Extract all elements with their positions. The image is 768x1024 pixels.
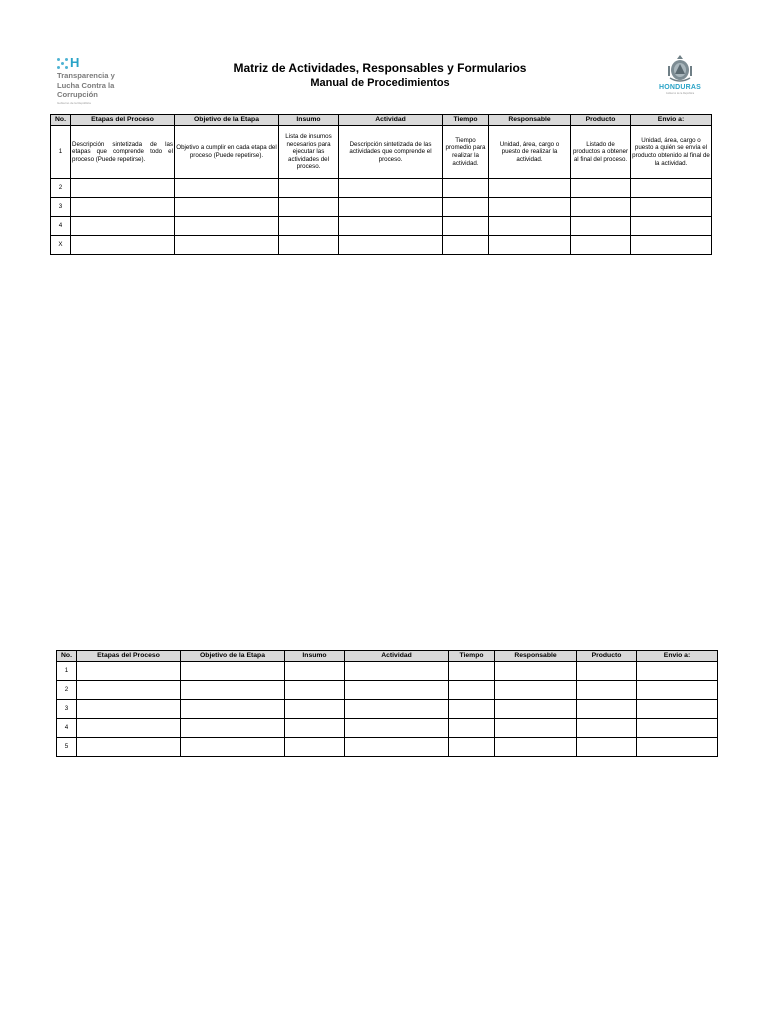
- col-header-no: No.: [57, 651, 77, 662]
- cell-tiempo: [443, 236, 489, 255]
- cell-envio: Unidad, área, cargo o puesto a quién se envía el producto obtenido al final de la actividad.: [631, 126, 712, 179]
- cell-responsable: [489, 217, 571, 236]
- cell-etapas: [71, 217, 175, 236]
- table-row: [57, 738, 718, 757]
- country-subtext: Gobierno de la República: [665, 92, 695, 95]
- cell-envio: [637, 738, 718, 757]
- cell-responsable: [495, 719, 577, 738]
- col-header-insumo: Insumo: [279, 115, 339, 126]
- cell-responsable: [495, 700, 577, 719]
- col-header-envio: Envio a:: [637, 651, 718, 662]
- col-header-producto: Producto: [577, 651, 637, 662]
- cell-etapas: [71, 198, 175, 217]
- table-row: [51, 179, 712, 198]
- cell-no: 2: [57, 681, 77, 700]
- cell-objetivo: [181, 662, 285, 681]
- col-header-objetivo: Objetivo de la Etapa: [181, 651, 285, 662]
- table-header-row: [57, 651, 718, 662]
- cell-producto: [577, 681, 637, 700]
- cell-etapas: [77, 681, 181, 700]
- table-row: [57, 700, 718, 719]
- cell-insumo: [285, 719, 345, 738]
- col-header-producto: Producto: [571, 115, 631, 126]
- cell-producto: [577, 738, 637, 757]
- cell-actividad: [345, 719, 449, 738]
- cell-actividad: [339, 236, 443, 255]
- cell-envio: [637, 681, 718, 700]
- cell-no: X: [51, 236, 71, 255]
- country-name: HONDURAS: [658, 84, 702, 91]
- col-header-objetivo: Objetivo de la Etapa: [175, 115, 279, 126]
- cell-tiempo: [443, 179, 489, 198]
- title-block: [200, 61, 560, 90]
- cell-actividad: [339, 179, 443, 198]
- table-row: [51, 236, 712, 255]
- col-header-responsable: Responsable: [495, 651, 577, 662]
- cell-insumo: [279, 179, 339, 198]
- cell-tiempo: [443, 217, 489, 236]
- cell-etapas: [71, 236, 175, 255]
- cell-objetivo: Objetivo a cumplir en cada etapa del proceso (Puede repetirse).: [175, 126, 279, 179]
- cell-insumo: [285, 700, 345, 719]
- cell-insumo: [285, 681, 345, 700]
- cell-responsable: [495, 662, 577, 681]
- cell-no: 3: [51, 198, 71, 217]
- cell-responsable: [489, 236, 571, 255]
- cell-envio: [631, 236, 712, 255]
- table-row: [51, 217, 712, 236]
- cell-no: 4: [57, 719, 77, 738]
- dots-icon: [57, 58, 68, 69]
- cell-responsable: [495, 738, 577, 757]
- cell-objetivo: [181, 681, 285, 700]
- cell-no: 5: [57, 738, 77, 757]
- cell-insumo: [279, 217, 339, 236]
- cell-envio: [631, 217, 712, 236]
- cell-actividad: [339, 217, 443, 236]
- honduras-logo: [652, 54, 708, 102]
- cell-tiempo: [443, 198, 489, 217]
- cell-actividad: [345, 662, 449, 681]
- col-header-etapas: Etapas del Proceso: [71, 115, 175, 126]
- cell-actividad: [345, 738, 449, 757]
- cell-producto: [577, 700, 637, 719]
- cell-objetivo: [175, 217, 279, 236]
- cell-no: 3: [57, 700, 77, 719]
- cell-producto: [577, 662, 637, 681]
- cell-no: 4: [51, 217, 71, 236]
- cell-tiempo: [449, 738, 495, 757]
- table-row: [57, 681, 718, 700]
- cell-producto: [571, 236, 631, 255]
- cell-actividad: Descripción sintetizada de las actividades que comprende el proceso.: [339, 126, 443, 179]
- col-header-envio: Envio a:: [631, 115, 712, 126]
- col-header-insumo: Insumo: [285, 651, 345, 662]
- col-header-responsable: Responsable: [489, 115, 571, 126]
- cell-insumo: Lista de insumos necesarios para ejecutar las actividades del proceso.: [279, 126, 339, 179]
- col-header-etapas: Etapas del Proceso: [77, 651, 181, 662]
- logo-text: Transparencia y Lucha Contra la Corrupción: [57, 71, 115, 100]
- cell-responsable: [489, 179, 571, 198]
- col-header-actividad: Actividad: [345, 651, 449, 662]
- cell-envio: [637, 719, 718, 738]
- cell-actividad: [345, 700, 449, 719]
- table-header-row: [51, 115, 712, 126]
- table-row: [57, 719, 718, 738]
- cell-etapas: [71, 179, 175, 198]
- blank-matrix-table: [56, 650, 718, 757]
- cell-etapas: [77, 700, 181, 719]
- cell-producto: Listado de productos a obtener al final del proceso.: [571, 126, 631, 179]
- cell-tiempo: [449, 681, 495, 700]
- logo-mark: [57, 56, 79, 70]
- cell-responsable: Unidad, área, cargo o puesto de realizar la actividad.: [489, 126, 571, 179]
- col-header-tiempo: Tiempo: [443, 115, 489, 126]
- cell-insumo: [285, 738, 345, 757]
- cell-objetivo: [181, 738, 285, 757]
- cell-producto: [571, 198, 631, 217]
- col-header-no: No.: [51, 115, 71, 126]
- cell-actividad: [345, 681, 449, 700]
- cell-responsable: [489, 198, 571, 217]
- transparencia-logo: [57, 56, 167, 108]
- logo-letter: H: [70, 55, 80, 70]
- cell-insumo: [285, 662, 345, 681]
- cell-objetivo: [175, 236, 279, 255]
- table-row: [51, 198, 712, 217]
- cell-tiempo: [449, 719, 495, 738]
- page-subtitle: Manual de Procedimientos: [310, 77, 450, 89]
- cell-no: 1: [57, 662, 77, 681]
- cell-producto: [571, 217, 631, 236]
- cell-objetivo: [181, 700, 285, 719]
- cell-no: 2: [51, 179, 71, 198]
- cell-tiempo: [449, 700, 495, 719]
- cell-envio: [631, 179, 712, 198]
- cell-insumo: [279, 236, 339, 255]
- honduras-emblem-icon: [667, 54, 693, 84]
- cell-envio: [637, 700, 718, 719]
- cell-etapas: [77, 662, 181, 681]
- cell-producto: [571, 179, 631, 198]
- table-row: [57, 662, 718, 681]
- cell-etapas: [77, 719, 181, 738]
- cell-insumo: [279, 198, 339, 217]
- col-header-tiempo: Tiempo: [449, 651, 495, 662]
- cell-etapas: [77, 738, 181, 757]
- cell-tiempo: [449, 662, 495, 681]
- cell-responsable: [495, 681, 577, 700]
- cell-actividad: [339, 198, 443, 217]
- logo-subtext: Gobierno de la República: [57, 101, 91, 105]
- table-row: [51, 126, 712, 179]
- activities-matrix-table: [50, 114, 712, 255]
- cell-envio: [631, 198, 712, 217]
- cell-no: 1: [51, 126, 71, 179]
- cell-envio: [637, 662, 718, 681]
- cell-etapas: Descripción sintetizada de las etapas que comprende todo el proceso (Puede repetirse).: [71, 126, 175, 179]
- cell-tiempo: Tiempo promedio para realizar la actividad.: [443, 126, 489, 179]
- cell-objetivo: [175, 198, 279, 217]
- cell-producto: [577, 719, 637, 738]
- col-header-actividad: Actividad: [339, 115, 443, 126]
- page-title: Matriz de Actividades, Responsables y Formularios: [233, 61, 527, 75]
- cell-objetivo: [175, 179, 279, 198]
- cell-objetivo: [181, 719, 285, 738]
